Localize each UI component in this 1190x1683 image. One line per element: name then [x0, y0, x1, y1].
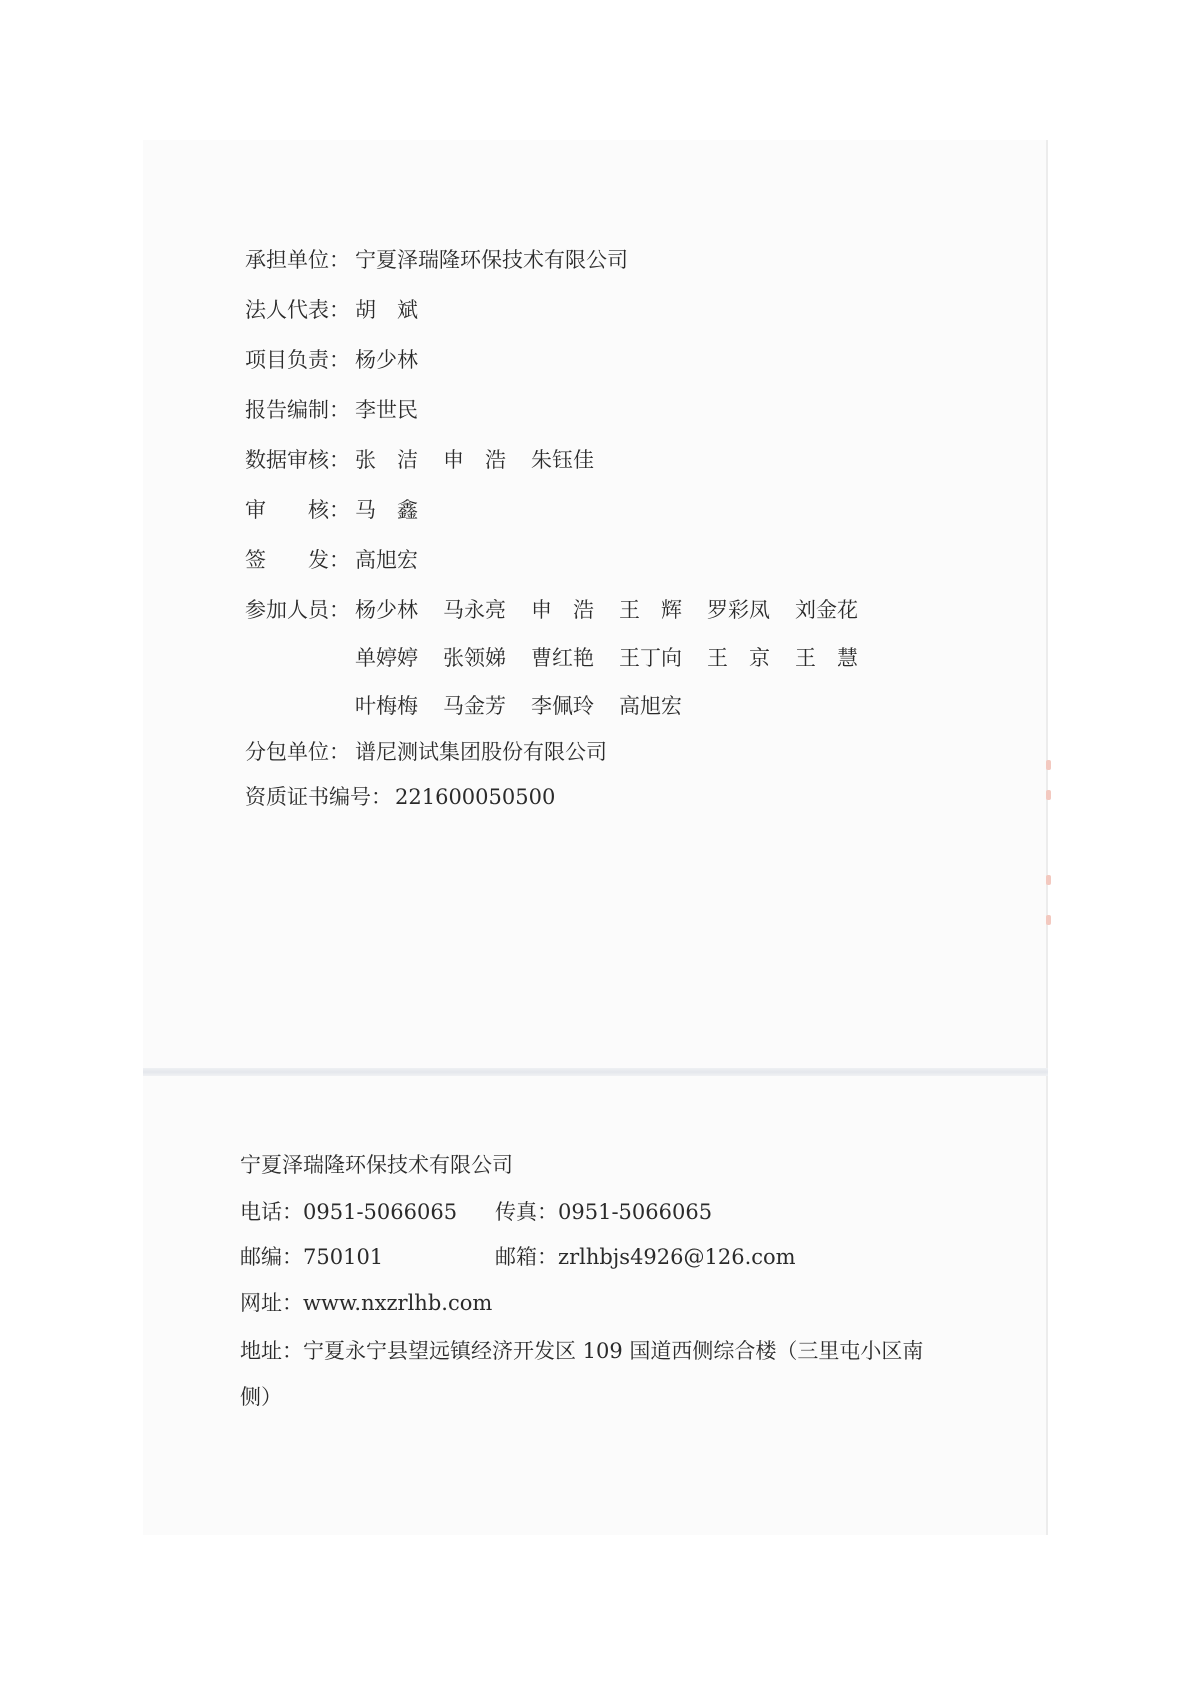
participant-name: 叶梅梅 — [355, 694, 418, 718]
participant-name: 张领娣 — [443, 646, 506, 670]
review-value: 马 鑫 — [355, 498, 418, 522]
participant-name: 罗彩凤 — [707, 598, 770, 622]
participant-name: 杨少林 — [355, 598, 418, 622]
undertaker-label: 承担单位： — [245, 248, 350, 272]
address-line: 侧） — [240, 1385, 282, 1409]
participants-label: 参加人员： — [245, 598, 350, 622]
stamp-trace — [1046, 760, 1051, 770]
participant-name: 马永亮 — [443, 598, 506, 622]
certificate-label: 资质证书编号： — [245, 785, 392, 809]
subcontractor-label: 分包单位： — [245, 740, 350, 764]
participant-name: 李佩玲 — [531, 694, 594, 718]
participant-name: 申 浩 — [531, 598, 594, 622]
company-name: 宁夏泽瑞隆环保技术有限公司 — [240, 1153, 513, 1177]
fax-number: 传真：0951-5066065 — [495, 1200, 713, 1224]
participant-name: 王丁向 — [619, 646, 682, 670]
legal-rep-label: 法人代表： — [245, 298, 350, 322]
page-edge — [1046, 140, 1048, 1535]
project-lead-value: 杨少林 — [355, 348, 418, 372]
website: 网址：www.nxzrlhb.com — [240, 1291, 493, 1315]
data-review-label: 数据审核： — [245, 448, 350, 472]
participant-name: 高旭宏 — [619, 694, 682, 718]
data-review-name: 张 洁 — [355, 448, 418, 472]
issue-value: 高旭宏 — [355, 548, 418, 572]
stamp-trace — [1046, 875, 1051, 885]
project-lead-label: 项目负责： — [245, 348, 350, 372]
participant-name: 单婷婷 — [355, 646, 418, 670]
participant-name: 王 辉 — [619, 598, 682, 622]
issue-label: 签 发： — [245, 548, 350, 572]
review-label: 审 核： — [245, 498, 350, 522]
stamp-trace — [1046, 915, 1051, 925]
page-fold-divider — [143, 1068, 1048, 1076]
subcontractor-value: 谱尼测试集团股份有限公司 — [355, 740, 607, 764]
participant-name: 王 京 — [707, 646, 770, 670]
report-author-value: 李世民 — [355, 398, 418, 422]
stamp-trace — [1046, 790, 1051, 800]
participant-name: 马金芳 — [443, 694, 506, 718]
legal-rep-value: 胡 斌 — [355, 298, 418, 322]
address-line: 地址：宁夏永宁县望远镇经济开发区 109 国道西侧综合楼（三里屯小区南 — [240, 1339, 924, 1363]
postcode: 邮编：750101 — [240, 1245, 384, 1269]
report-author-label: 报告编制： — [245, 398, 350, 422]
certificate-value: 221600050500 — [395, 785, 556, 809]
participant-name: 曹红艳 — [531, 646, 594, 670]
data-review-name: 朱钰佳 — [531, 448, 594, 472]
undertaker-value: 宁夏泽瑞隆环保技术有限公司 — [355, 248, 628, 272]
participant-name: 刘金花 — [795, 598, 858, 622]
data-review-name: 申 浩 — [443, 448, 506, 472]
email-address: 邮箱：zrlhbjs4926@126.com — [495, 1245, 796, 1269]
phone-number: 电话：0951-5066065 — [240, 1200, 458, 1224]
participant-name: 王 慧 — [795, 646, 858, 670]
